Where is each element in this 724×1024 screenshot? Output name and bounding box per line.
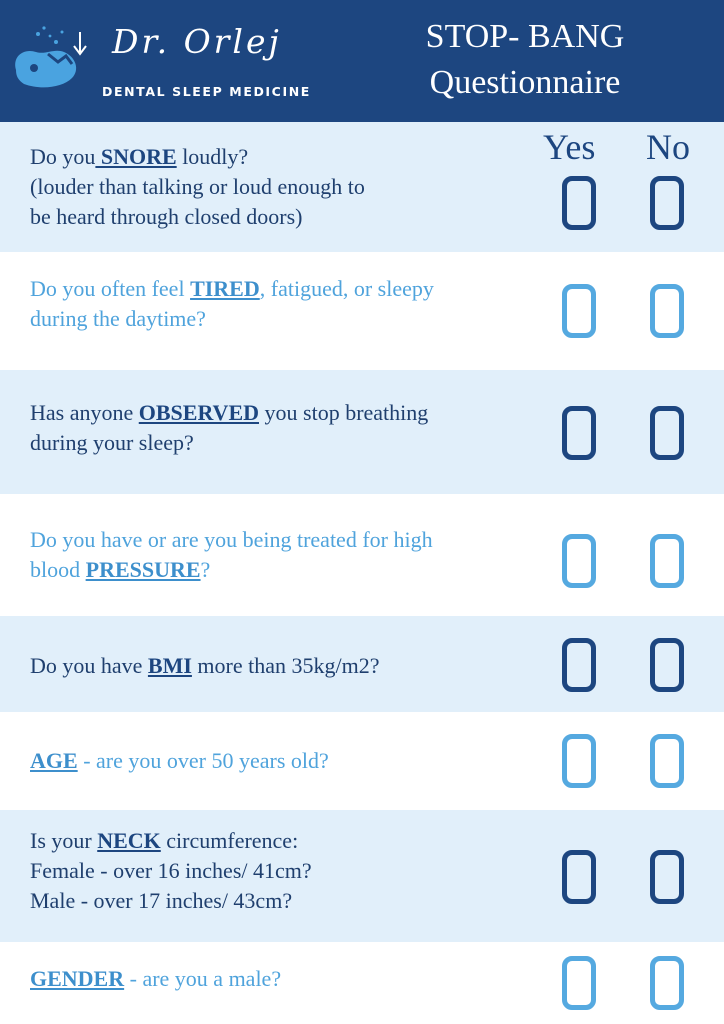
yes-checkbox[interactable] bbox=[562, 284, 596, 338]
yes-column-header: Yes bbox=[543, 127, 596, 167]
keyword-gender: GENDER bbox=[30, 966, 125, 991]
question-line: Has anyone OBSERVED you stop breathing bbox=[30, 400, 429, 425]
yes-checkbox[interactable] bbox=[562, 850, 596, 904]
question-row-age bbox=[0, 712, 724, 810]
question-row-bmi bbox=[0, 616, 724, 712]
yes-checkbox[interactable] bbox=[562, 534, 596, 588]
question-row-snore bbox=[0, 122, 724, 252]
no-checkbox[interactable] bbox=[650, 638, 684, 692]
question-text bbox=[30, 142, 530, 232]
question-line: Female - over 16 inches/ 41cm? bbox=[30, 858, 312, 883]
keyword-pressure: PRESSURE bbox=[85, 557, 201, 582]
question-line: during the daytime? bbox=[30, 306, 206, 331]
question-row-tired bbox=[0, 252, 724, 370]
keyword-observed: OBSERVED bbox=[138, 400, 260, 425]
question-line: Do you SNORE loudly? bbox=[30, 144, 249, 169]
question-line: Do you have BMI more than 35kg/m2? bbox=[30, 653, 380, 678]
no-checkbox[interactable] bbox=[650, 956, 684, 1010]
question-text bbox=[30, 746, 530, 776]
question-text bbox=[30, 525, 530, 585]
question-text bbox=[30, 274, 530, 334]
yes-checkbox[interactable] bbox=[562, 176, 596, 230]
yes-checkbox[interactable] bbox=[562, 638, 596, 692]
keyword-snore: SNORE bbox=[95, 144, 177, 169]
question-text bbox=[30, 398, 530, 458]
question-line: blood PRESSURE? bbox=[30, 557, 211, 582]
tooth-logo-icon bbox=[10, 18, 94, 102]
header-banner bbox=[0, 0, 724, 122]
no-column-header: No bbox=[646, 127, 690, 167]
no-checkbox[interactable] bbox=[650, 176, 684, 230]
yes-checkbox[interactable] bbox=[562, 406, 596, 460]
title-line-1: STOP- BANG bbox=[425, 18, 625, 55]
no-checkbox[interactable] bbox=[650, 850, 684, 904]
question-line: GENDER - are you a male? bbox=[30, 966, 282, 991]
yes-checkbox[interactable] bbox=[562, 734, 596, 788]
question-text bbox=[30, 826, 530, 916]
brand-name: Dr. Orlej bbox=[112, 22, 282, 61]
keyword-neck: NECK bbox=[97, 828, 161, 853]
question-row-observed bbox=[0, 370, 724, 494]
brand-tagline: DENTAL SLEEP MEDICINE bbox=[102, 84, 311, 99]
yes-checkbox[interactable] bbox=[562, 956, 596, 1010]
no-checkbox[interactable] bbox=[650, 534, 684, 588]
keyword-age: AGE bbox=[30, 748, 78, 773]
no-checkbox[interactable] bbox=[650, 734, 684, 788]
question-line: Male - over 17 inches/ 43cm? bbox=[30, 888, 293, 913]
keyword-tired: TIRED bbox=[190, 276, 260, 301]
question-row-neck bbox=[0, 810, 724, 942]
question-text bbox=[30, 651, 530, 681]
question-line: (louder than talking or loud enough to bbox=[30, 174, 365, 199]
question-row-gender bbox=[0, 942, 724, 1024]
keyword-bmi: BMI bbox=[147, 653, 192, 678]
no-checkbox[interactable] bbox=[650, 284, 684, 338]
question-line: be heard through closed doors) bbox=[30, 204, 303, 229]
question-line: Do you have or are you being treated for high bbox=[30, 527, 433, 552]
title-line-2: Questionnaire bbox=[429, 64, 621, 101]
page-title bbox=[380, 14, 670, 106]
no-checkbox[interactable] bbox=[650, 406, 684, 460]
question-line: during your sleep? bbox=[30, 430, 194, 455]
question-line: Do you often feel TIRED, fatigued, or sleepy bbox=[30, 276, 434, 301]
question-row-pressure bbox=[0, 494, 724, 616]
question-line: AGE - are you over 50 years old? bbox=[30, 748, 329, 773]
question-line: Is your NECK circumference: bbox=[30, 828, 299, 853]
question-text bbox=[30, 964, 530, 994]
